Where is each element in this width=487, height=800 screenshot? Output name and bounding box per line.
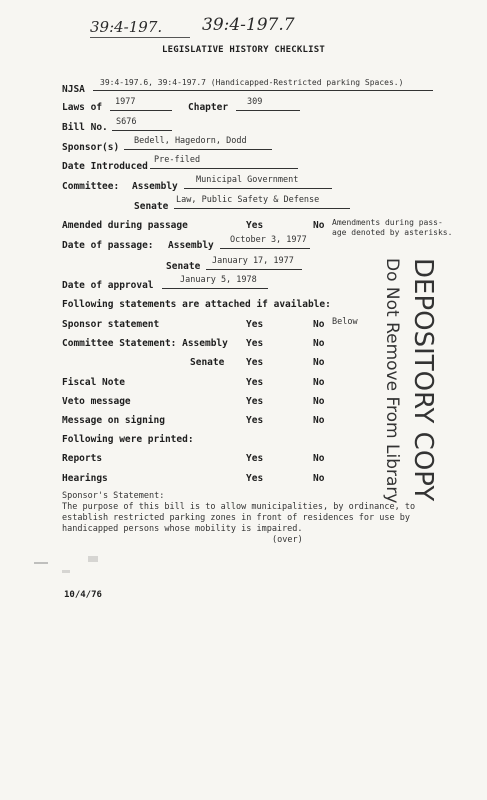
passage-senate-value: January 17, 1977 [212, 256, 294, 266]
depository-copy-stamp [404, 258, 438, 558]
scan-mark [88, 556, 98, 562]
committee-statement-label: Committee Statement: Assembly [62, 338, 228, 349]
bill-no-label: Bill No. [62, 122, 108, 133]
sponsor-statement-heading: Sponsor's Statement: [62, 491, 165, 501]
njsa-line [93, 78, 433, 91]
chapter-label: Chapter [188, 102, 229, 113]
sponsors-value: Bedell, Hagedorn, Dodd [134, 136, 247, 146]
amended-yes: Yes [246, 220, 264, 231]
fiscal-note-yes: Yes [246, 377, 264, 388]
scan-mark [34, 562, 48, 564]
committee-statement-senate-no: No [313, 357, 325, 368]
message-on-signing-label: Message on signing [62, 415, 165, 426]
amended-no: No [313, 220, 325, 231]
fiscal-note-label: Fiscal Note [62, 377, 125, 388]
scan-mark [62, 570, 70, 573]
date-introduced-label: Date Introduced [62, 161, 148, 172]
amended-label: Amended during passage [62, 220, 188, 231]
date-of-approval-value: January 5, 1978 [180, 275, 257, 285]
over-note: (over) [272, 535, 303, 545]
message-on-signing-yes: Yes [246, 415, 264, 426]
sponsor-statement-line-3: handicapped persons whose mobility is impaired. [62, 524, 303, 534]
reports-no: No [313, 453, 325, 464]
printed-heading: Following were printed: [62, 434, 194, 445]
page-title: LEGISLATIVE HISTORY CHECKLIST [162, 45, 325, 55]
sponsor-statement-label: Sponsor statement [62, 319, 160, 330]
do-not-remove-stamp [380, 258, 402, 558]
committee-statement-assembly-no: No [313, 338, 325, 349]
amended-note-line-2: age denoted by asterisks. [332, 228, 453, 237]
attached-statements-heading: Following statements are attached if available: [62, 299, 331, 310]
amended-note-line-1: Amendments during pass- [332, 218, 443, 227]
date-introduced-value: Pre-filed [154, 155, 201, 165]
laws-of-label: Laws of [62, 102, 103, 113]
chapter-line [236, 98, 300, 111]
committee-statement-senate-yes: Yes [246, 357, 264, 368]
passage-assembly-label: Assembly [168, 240, 214, 251]
veto-message-label: Veto message [62, 396, 131, 407]
handwritten-underline [90, 37, 190, 38]
stamp-line-1: DEPOSITORY COPY [408, 258, 438, 502]
footer-date: 10/4/76 [64, 590, 102, 600]
reports-label: Reports [62, 453, 103, 464]
stamp-line-2: Do Not Remove From Library [382, 258, 402, 504]
sponsor-statement-yes: Yes [246, 319, 264, 330]
reports-yes: Yes [246, 453, 264, 464]
chapter-value: 309 [247, 97, 263, 107]
handwritten-citation-left: 39:4-197. [90, 18, 163, 36]
veto-message-no: No [313, 396, 325, 407]
sponsor-statement-extra: Below [332, 317, 358, 327]
committee-statement-senate-label: Senate [190, 357, 225, 368]
handwritten-citation-right: 39:4-197.7 [202, 15, 295, 35]
sponsor-statement-line-2: establish restricted parking zones in front of residences for use by [62, 513, 410, 523]
njsa-label: NJSA [62, 84, 85, 95]
committee-assembly-label: Assembly [132, 181, 178, 192]
committee-label: Committee: [62, 181, 120, 192]
committee-assembly-value: Municipal Government [196, 175, 299, 185]
veto-message-yes: Yes [246, 396, 264, 407]
bill-no-value: S676 [116, 117, 137, 127]
sponsor-statement-line-1: The purpose of this bill is to allow municipalities, by ordinance, to [62, 502, 416, 512]
fiscal-note-no: No [313, 377, 325, 388]
committee-statement-assembly-yes: Yes [246, 338, 264, 349]
committee-senate-label: Senate [134, 201, 169, 212]
committee-senate-value: Law, Public Safety & Defense [176, 195, 320, 205]
hearings-yes: Yes [246, 473, 264, 484]
laws-of-value: 1977 [115, 97, 136, 107]
passage-senate-label: Senate [166, 261, 201, 272]
passage-assembly-value: October 3, 1977 [230, 235, 307, 245]
message-on-signing-no: No [313, 415, 325, 426]
date-of-passage-label: Date of passage: [62, 240, 154, 251]
hearings-label: Hearings [62, 473, 108, 484]
njsa-value: 39:4-197.6, 39:4-197.7 (Handicapped-Restricted parking Spaces.) [100, 78, 404, 87]
hearings-no: No [313, 473, 325, 484]
sponsor-statement-no: No [313, 319, 325, 330]
date-of-approval-label: Date of approval [62, 280, 154, 291]
sponsors-label: Sponsor(s) [62, 142, 120, 153]
